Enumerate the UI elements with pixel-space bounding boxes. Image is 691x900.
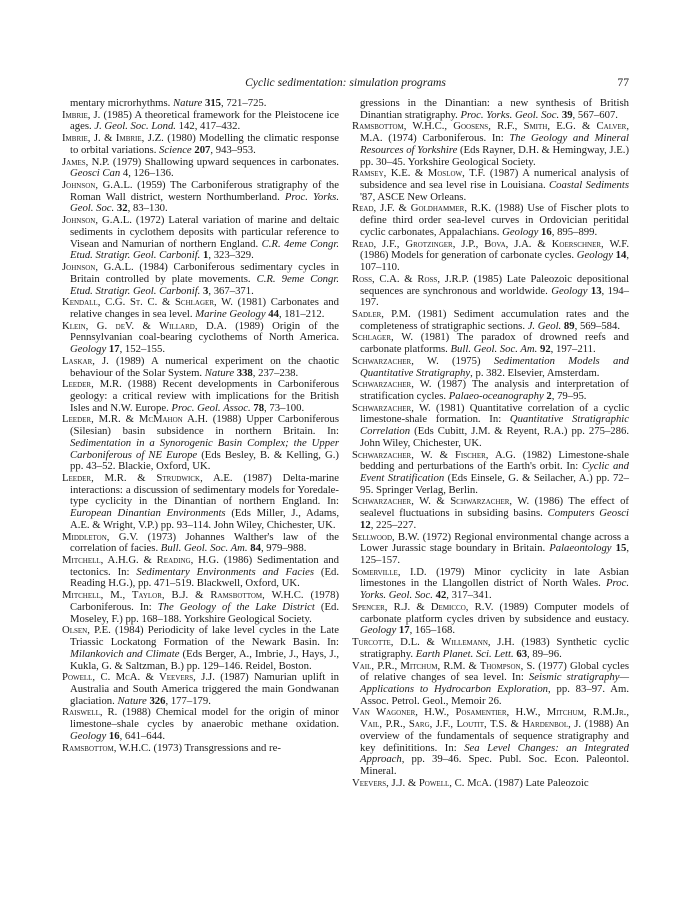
volume-number: 16 xyxy=(106,729,120,742)
reference-entry xyxy=(62,356,339,379)
italic-title: Nature xyxy=(204,366,235,379)
reference-entry xyxy=(62,532,339,555)
reference-text: (1989) Origin of the Pennsylvanian coal-bearing cyclothems of North America. xyxy=(70,319,339,344)
author-names: Mitchell, A.H.G. & Reading, H.G. xyxy=(62,554,219,567)
reference-text: (1985) A theoretical framework for the Pleistocene ice ages. xyxy=(70,108,339,133)
author-names: Olsen, P.E. xyxy=(62,624,111,637)
author-names: Johnson, G.A.L. xyxy=(62,214,132,227)
author-names: Somerville, I.D. xyxy=(352,565,427,578)
reference-text: (Ed. Reading H.G.), pp. 471–519. Blackwell, Oxford, UK. xyxy=(70,565,339,590)
reference-text: , 721–725. xyxy=(221,97,267,109)
reference-text: (1986) Sedimentation and tectonics. In: xyxy=(70,554,339,578)
author-names: Johnson, G.A.L. xyxy=(62,179,133,192)
reference-entry xyxy=(352,496,629,531)
volume-number: 13 xyxy=(587,284,602,297)
author-names: Schwarzacher, W. xyxy=(352,354,439,367)
volume-number: 338 xyxy=(234,366,253,379)
italic-title: Proc. Yorks. Geol. Soc. xyxy=(360,577,629,602)
reference-entry xyxy=(352,309,629,332)
author-names: Laskar, J. xyxy=(62,354,109,367)
reference-entry xyxy=(352,707,629,777)
reference-entry xyxy=(352,203,629,238)
volume-number: 92 xyxy=(537,343,551,356)
reference-text: '87, ASCE New Orleans. xyxy=(360,190,467,203)
reference-text: , 181–212. xyxy=(278,307,325,320)
reference-entry xyxy=(62,110,339,133)
reference-entry xyxy=(352,274,629,309)
reference-text: , 165–168. xyxy=(409,624,455,637)
author-names: Van Wagoner, H.W., Posamentier, H.W., Mitchum, R.M.Jr., Vail, P.R., Sarg, J.F., Loutit, T.S. & Hardenbol, J. xyxy=(352,706,629,731)
italic-title: Geology xyxy=(576,249,613,262)
author-names: Turcotte, D.L. & Willemann, J.H. xyxy=(352,636,515,649)
author-names: Imbrie, J. xyxy=(62,108,101,121)
reference-text: (1987) The analysis and interpretation of stratification cycles. xyxy=(360,378,629,402)
italic-title: J. Geol. xyxy=(527,319,562,332)
reference-entry xyxy=(62,414,339,473)
reference-text: (1987) Late Paleozoic xyxy=(491,776,589,789)
italic-title: Sedimentation Models and Quantitative Stratigraphy xyxy=(360,354,630,379)
reference-entry xyxy=(352,379,629,402)
author-names: Klein, G. deV. & Willard, D.A. xyxy=(62,319,227,332)
italic-title: Science xyxy=(159,143,192,156)
reference-entry xyxy=(62,180,339,215)
author-names: Read, J.F., Grotzinger, J.P., Bova, J.A. & Koerschner, W.F. xyxy=(352,237,629,250)
italic-title: Proc. Geol. Assoc. xyxy=(171,401,251,414)
reference-text: (1987) A numerical analysis of subsidence and sea level rise in Louisiana. xyxy=(360,167,629,192)
volume-number: 17 xyxy=(396,624,410,637)
reference-text: (Eds Einsele, G. & Seilacher, A.) pp. 72–95. Springer Verlag, Berlin. xyxy=(360,472,629,496)
reference-entry xyxy=(62,672,339,707)
reference-entry xyxy=(352,602,629,637)
reference-text: (1988) An overview of the fundamentals of sequence stratigraphy and key definititions. In: xyxy=(360,718,629,754)
reference-text: , pp. 83–97. Am. Assoc. Petrol. Geol., Memoir 26. xyxy=(360,682,629,707)
reference-text: 4, 126–136. xyxy=(120,167,174,180)
author-names: Kendall, C.G. St. C. & Schlager, W. xyxy=(62,296,233,309)
reference-text: (1984) Periodicity of lake level cycles in the Late Triassic Lockatong Formation of the Newark Basin. In: xyxy=(70,624,339,649)
volume-number: 63 xyxy=(513,647,528,660)
italic-title: Geology xyxy=(70,343,107,356)
reference-entry xyxy=(62,590,339,625)
running-title: Cyclic sedimentation: simulation programs xyxy=(245,76,446,89)
author-names: Ross, C.A. & Ross, J.R.P. xyxy=(352,272,469,285)
reference-text: , 641–644. xyxy=(119,729,165,742)
reference-text: (Eds Berger, A., Imbrie, J., Hays, J., Kukla, G. & Saltzman, B.) pp. 129–146. Reidel, Boston. xyxy=(70,647,339,672)
reference-text: , 83–130. xyxy=(127,202,168,215)
volume-number: 326 xyxy=(146,694,166,707)
author-names: Ramsey, K.E. & Moslow, T.F. xyxy=(352,167,486,180)
reference-entry xyxy=(62,473,339,532)
italic-title: Sea Level Changes: an Integrated Approach xyxy=(360,741,629,766)
author-names: Schwarzacher, W. & Schwarzacher, W. xyxy=(352,495,530,508)
italic-title: Cyclic and Event Stratification xyxy=(360,460,629,484)
reference-text: , 152–155. xyxy=(119,343,165,356)
reference-text: (1959) The Carboniferous stratigraphy of the Roman Wall district, western Northumberland. xyxy=(70,179,339,203)
italic-title: Geology xyxy=(360,624,397,637)
author-names: Johnson, G.A.L. xyxy=(62,261,134,274)
reference-text: (1973) Transgressions and re- xyxy=(150,741,281,754)
reference-entry xyxy=(352,121,629,168)
reference-text: (1982) Limestone-shale bedding and perturbations of the Earth's orbit. In: xyxy=(360,448,629,473)
reference-text: (1983) Synthetic cyclic stratigraphy. xyxy=(360,636,629,660)
italic-title: Computers Geosci xyxy=(547,507,629,520)
author-names: Leeder, M.R. & Strudwick, A.E. xyxy=(62,472,233,484)
reference-entry xyxy=(62,555,339,590)
reference-text: (1972) Lateral variation of marine and deltaic sediments in cyclothem deposits with particular reference to Visean and Namurian of northern England. xyxy=(70,214,339,250)
italic-title: J. Geol. Soc. Lond. xyxy=(94,120,176,133)
italic-title: Nature xyxy=(173,97,203,109)
author-names: Imbrie, J. & Imbrie, J.Z. xyxy=(62,132,164,145)
reference-text: , 895–899. xyxy=(551,225,598,238)
italic-title: Earth Planet. Sci. Lett. xyxy=(415,647,514,660)
author-names: Schwarzacher, W. & Fischer, A.G. xyxy=(352,448,516,461)
reference-text: , 73–100. xyxy=(264,401,305,414)
reference-text: , 79–95. xyxy=(551,389,587,402)
volume-number: 3 xyxy=(200,284,209,297)
reference-text: , 107–110. xyxy=(360,249,629,274)
reference-text: (1989) A numerical experiment on the chaotic behaviour of the Solar System. xyxy=(70,354,339,379)
references-right-column xyxy=(352,98,629,789)
volume-number: 32 xyxy=(114,202,128,215)
author-names: Veevers, J.J. & Powell, C. McA. xyxy=(352,776,492,789)
reference-entry xyxy=(352,778,629,790)
page-number: 77 xyxy=(617,76,629,89)
volume-number: 315 xyxy=(202,97,221,109)
italic-title: C.R. 4eme Congr. Etud. Stratigr. Geol. Carbonif. xyxy=(70,237,339,262)
volume-number: 42 xyxy=(432,589,447,602)
author-names: Leeder, M.R. & McMahon A.H. xyxy=(62,413,208,426)
italic-title: Sedimentary Environments and Facies xyxy=(136,565,314,578)
italic-title: Sedimentation in a Synorogenic Basin Complex; the Upper Carboniferous of NE Europe xyxy=(70,436,339,461)
italic-title: Geology xyxy=(551,284,588,297)
italic-title: Coastal Sediments xyxy=(549,179,629,192)
author-names: Vail, P.R., Mitchum, R.M. & Thompson, S. xyxy=(352,659,536,672)
italic-title: Geosci Can xyxy=(70,167,121,180)
italic-title: Milankovich and Climate xyxy=(70,647,180,660)
volume-number: 207 xyxy=(191,143,211,156)
reference-text: (Eds Miller, J., Adams, A.E. & Wright, V.P.) pp. 93–114. John Wiley, Chichester, UK. xyxy=(70,507,339,531)
italic-title: Geology xyxy=(502,225,539,238)
reference-text: , 943–953. xyxy=(210,143,256,156)
reference-text: , 567–607. xyxy=(572,108,618,121)
reference-text: , 197–211. xyxy=(550,343,596,356)
volume-number: 1 xyxy=(200,249,209,262)
italic-title: Proc. Yorks. Geol. Soc. xyxy=(70,190,340,215)
volume-number: 16 xyxy=(538,225,552,238)
italic-title: Nature xyxy=(117,694,147,707)
reference-entry xyxy=(352,567,629,602)
reference-entry xyxy=(352,450,629,497)
volume-number: 89 xyxy=(561,319,575,332)
references-left-column xyxy=(62,98,339,754)
reference-text: (Ed. Moseley, F.) pp. 168–188. Yorkshire Geological Society. xyxy=(70,600,339,625)
reference-text: (1977) Global cycles of relative changes of sea level. In: xyxy=(360,659,629,684)
volume-number: 44 xyxy=(265,307,279,320)
reference-text: (1979) Minor cyclicity in late Asbian limestones in the Llangollen district of North Wales. xyxy=(360,565,629,590)
volume-number: 12 xyxy=(360,518,371,531)
reference-text: (1988) Recent developments in Carboniferous geology: a critical review with implications for the British Isles and N.W. Europe. xyxy=(70,378,339,414)
italic-title: Proc. Yorks. Geol. Soc. xyxy=(460,108,560,121)
reference-entry xyxy=(62,262,339,297)
reference-text: mentary microrhythms. xyxy=(70,97,173,109)
reference-continuation xyxy=(352,98,629,121)
author-names: Mitchell, M., Taylor, B.J. & Ramsbottom, W.H.C. xyxy=(62,589,304,602)
reference-entry xyxy=(62,157,339,180)
reference-text: , 323–329. xyxy=(208,249,254,262)
reference-entry xyxy=(352,661,629,708)
reference-text: (1987) Delta-marine interactions: a discussion of sedimentary models for Yoredale-type cyclicity in the Dinantian of northern England. In: xyxy=(70,472,339,508)
reference-text: (1981) Carbonates and relative changes in sea level. xyxy=(70,296,339,320)
reference-text: (1989) Computer models of carbonate platform cycles driven by subsidence and eustacy. xyxy=(360,600,629,625)
author-names: Ramsbottom, W.H.C. xyxy=(62,741,151,754)
italic-title: Palaeo-oceanography xyxy=(448,389,544,402)
italic-title: European Dinantian Environments xyxy=(70,507,226,520)
reference-entry xyxy=(352,532,629,567)
volume-number: 15 xyxy=(611,542,627,555)
italic-title: Bull. Geol. Soc. Am. xyxy=(160,542,248,555)
author-names: Schlager, W. xyxy=(352,331,413,344)
author-names: Spencer, R.J. & Demicco, R.V. xyxy=(352,600,494,613)
italic-title: The Geology and Mineral Resources of Yorkshire xyxy=(360,132,630,156)
volume-number: 84 xyxy=(247,542,261,555)
italic-title: Palaeontology xyxy=(549,542,612,555)
page-header xyxy=(62,76,629,90)
reference-text: (1975) xyxy=(438,354,494,367)
reference-text: (1988) Chemical model for the origin of minor limestone–shale cycles by anaerobic methane oxidation. xyxy=(70,706,339,731)
reference-text: (1973) Johannes Walther's law of the correlation of facies. xyxy=(70,530,339,555)
reference-text: (1979) Shallowing upward sequences in carbonates. xyxy=(109,155,339,168)
reference-text: , 125–157. xyxy=(360,542,630,567)
reference-text: , 979–988. xyxy=(260,542,307,555)
reference-text: 142, 417–432. xyxy=(175,120,241,133)
author-names: Read, J.F. & Goldhammer, R.K. xyxy=(352,202,492,215)
italic-title: C.R. 9eme Congr. Etud. Stratigr. Geol. Carbonif. xyxy=(70,272,339,297)
reference-text: , 194–197. xyxy=(360,284,629,309)
reference-text: (1988) Upper Carboniferous (Silesian) basin subsidence in northern Britain. In: xyxy=(70,413,339,438)
author-names: James, N.P. xyxy=(62,155,110,168)
reference-text: (1972) Regional environmental change across a Lower Jurassic stage boundary in Britain. xyxy=(360,530,629,555)
reference-text: (1981) Sediment accumulation rates and the completeness of stratigraphic sections. xyxy=(360,307,629,332)
reference-text: gressions in the Dinantian: a new synthesis of British Dinantian stratigraphy. xyxy=(360,97,629,121)
italic-title: Bull. Geol. Soc. Am. xyxy=(450,343,538,356)
reference-entry xyxy=(62,297,339,320)
reference-text: (1986) The effect of sealevel fluctuations in subsiding basins. xyxy=(360,495,629,520)
author-names: Sadler, P.M. xyxy=(352,307,411,320)
reference-entry xyxy=(352,168,629,203)
author-names: Sellwood, B.W. xyxy=(352,530,420,543)
volume-number: 17 xyxy=(106,343,120,356)
volume-number: 14 xyxy=(612,249,627,262)
reference-text: , 177–179. xyxy=(165,694,211,707)
reference-text: (1984) Carboniferous sedimentary cycles in Britain controlled by plate movements. xyxy=(70,261,339,285)
reference-text: (1985) Late Paleozoic depositional sequences are synchronous and worldwide. xyxy=(360,272,629,297)
volume-number: 2 xyxy=(543,389,552,402)
reference-text: (Eds Besley, B. & Kelling, G.) pp. 43–52. Blackie, Oxford, UK. xyxy=(70,448,339,473)
reference-entry xyxy=(352,239,629,274)
author-names: Schwarzacher, W. xyxy=(352,401,431,414)
author-names: Powell, C. McA. & Veevers, J.J. xyxy=(62,671,215,684)
reference-text: , pp. 39–46. Spec. Publ. Soc. Econ. Paleontol. Mineral. xyxy=(360,753,629,777)
reference-entry xyxy=(62,133,339,156)
italic-title: Seismic stratigraphy—Applications to Hydrocarbon Exploration xyxy=(360,671,629,695)
reference-entry xyxy=(62,379,339,414)
reference-text: , 569–584. xyxy=(574,319,621,332)
author-names: Schwarzacher, W. xyxy=(352,378,432,391)
reference-text: , 89–96. xyxy=(527,647,562,660)
reference-text: , p. 382. Elsevier, Amsterdam. xyxy=(470,366,600,379)
author-names: Raiswell, R. xyxy=(62,706,118,719)
reference-text: (1981) The paradox of drowned reefs and carbonate platforms. xyxy=(360,331,629,356)
reference-text: , 367–371. xyxy=(208,284,254,297)
reference-entry xyxy=(352,637,629,660)
reference-entry xyxy=(62,743,339,755)
reference-text: (1981) Quantitative correlation of a cyclic limestone-shale formation. In: xyxy=(360,401,629,426)
reference-text: (1988) Use of Fischer plots to define third order sea-level curves in Ordovician peritidal cyclic carbonates, Appalachians. xyxy=(360,202,630,238)
reference-entry xyxy=(352,356,629,379)
reference-text: , 317–341. xyxy=(446,589,492,602)
reference-text: , 225–227. xyxy=(370,518,417,531)
reference-text: (1974) Carboniferous. In: xyxy=(382,132,510,145)
reference-text: , 237–238. xyxy=(252,366,299,379)
italic-title: The Geology of the Lake District xyxy=(157,600,315,613)
italic-title: Quantitative Stratigraphic Correlation xyxy=(360,413,630,438)
reference-text: (1986) Models for generation of carbonate cycles. xyxy=(360,249,577,262)
reference-entry xyxy=(62,625,339,672)
reference-entry xyxy=(62,215,339,262)
reference-entry xyxy=(352,403,629,450)
reference-entry xyxy=(352,332,629,355)
reference-entry xyxy=(62,321,339,356)
author-names: Leeder, M.R. xyxy=(62,378,122,391)
reference-text: (1987) Namurian uplift in Australia and South America triggered the main Gondwanan glaciation. xyxy=(70,671,339,707)
italic-title: Geology xyxy=(70,729,107,742)
volume-number: 39 xyxy=(559,108,573,121)
reference-text: (Eds Cubitt, J.M. & Reyent, R.A.) pp. 275–286. John Wiley, Chichester, UK. xyxy=(360,425,629,449)
reference-text: (1980) Modelling the climatic response to orbital variations. xyxy=(70,132,339,156)
reference-text: (Eds Rayner, D.H. & Hemingway, J.E.) pp. 30–45. Yorkshire Geological Society. xyxy=(360,143,629,168)
author-names: Middleton, G.V. xyxy=(62,530,139,543)
author-names: Ramsbottom, W.H.C., Goosens, R.F., Smith, E.G. & Calver, M.A. xyxy=(352,120,629,145)
reference-entry xyxy=(62,707,339,742)
italic-title: Marine Geology xyxy=(195,307,266,320)
reference-text: (1978) Carboniferous. In: xyxy=(70,589,339,613)
volume-number: 78 xyxy=(250,401,265,414)
